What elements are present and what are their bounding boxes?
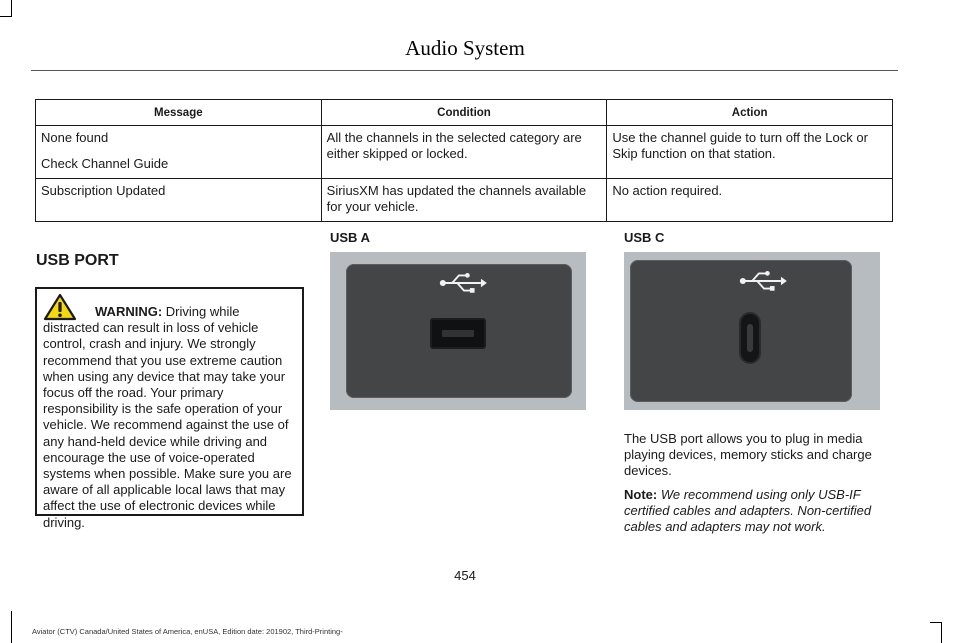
usb-description-paragraph: The USB port allows you to plug in media playing devices, memory sticks and charge devices.	[624, 431, 872, 479]
column-header-condition: Condition	[321, 100, 607, 126]
message-text: Check Channel Guide	[41, 156, 169, 171]
section-title: USB PORT	[36, 252, 119, 269]
condition-cell: SiriusXM has updated the channels available for your vehicle.	[321, 179, 607, 222]
usb-c-image	[624, 252, 880, 410]
page-header-title: Audio System	[405, 36, 525, 60]
usb-note	[624, 487, 894, 536]
table-row	[36, 126, 893, 179]
warning-label: WARNING:	[95, 304, 163, 319]
edition-footer: Aviator (CTV) Canada/United States of America, enUSA, Edition date: 201902, Third-Printing-	[32, 627, 343, 636]
action-cell: No action required.	[607, 179, 893, 222]
usb-c-plate	[630, 260, 852, 402]
column-header-action: Action	[607, 100, 893, 126]
usb-a-image	[330, 252, 586, 410]
usb-a-label: USB A	[330, 230, 370, 245]
crop-mark-bottom-right-v	[941, 622, 942, 643]
header-rule	[31, 70, 898, 71]
usb-a-port	[430, 318, 486, 349]
condition-cell: All the channels in the selected category are either skipped or locked.	[321, 126, 607, 179]
crop-mark-top-left-h	[0, 16, 12, 17]
warning-paragraph	[43, 304, 297, 531]
message-text: Subscription Updated	[41, 183, 166, 198]
crop-mark-bottom-right-h	[930, 622, 942, 623]
note-text: We recommend using only USB-IF certified cables and adapters. Non-certified cables and adapters may not work.	[624, 487, 872, 535]
usb-symbol-icon	[438, 272, 490, 294]
action-cell: Use the channel guide to turn off the Lock or Skip function on that station.	[607, 126, 893, 179]
usb-description	[624, 431, 894, 480]
usb-a-port-tongue	[442, 330, 474, 337]
warning-box	[35, 287, 304, 530]
note-label: Note:	[624, 487, 658, 502]
message-table	[35, 99, 893, 222]
usb-c-port	[739, 312, 761, 364]
table-header-row	[36, 100, 893, 126]
usb-symbol-icon	[738, 270, 790, 292]
usb-note-paragraph	[624, 487, 894, 536]
usb-a-plate	[346, 264, 572, 398]
message-cell	[36, 179, 322, 222]
crop-mark-bottom-left-v	[11, 611, 12, 643]
usb-c-label: USB C	[624, 230, 665, 245]
message-text: None found	[41, 130, 109, 145]
message-cell	[36, 126, 322, 179]
warning-triangle-icon	[43, 293, 77, 321]
usb-c-port-tongue	[747, 324, 753, 352]
page-number: 454	[454, 568, 476, 583]
table-row	[36, 179, 893, 222]
crop-mark-top-left-v	[11, 0, 12, 17]
warning-text: Driving while distracted can result in loss of vehicle control, crash and injury. We strongly recommend that you use extreme caution when using any device that may take your focus off the road. Your primary responsibility is the safe operation of your vehicle. We recommend against the use of any hand-held device while driving and encourage the use of voice-operated systems when possible. Make sure you are aware of all applicable local laws that may affect the use of electronic devices while driving.	[43, 304, 292, 530]
column-header-message: Message	[36, 100, 322, 126]
